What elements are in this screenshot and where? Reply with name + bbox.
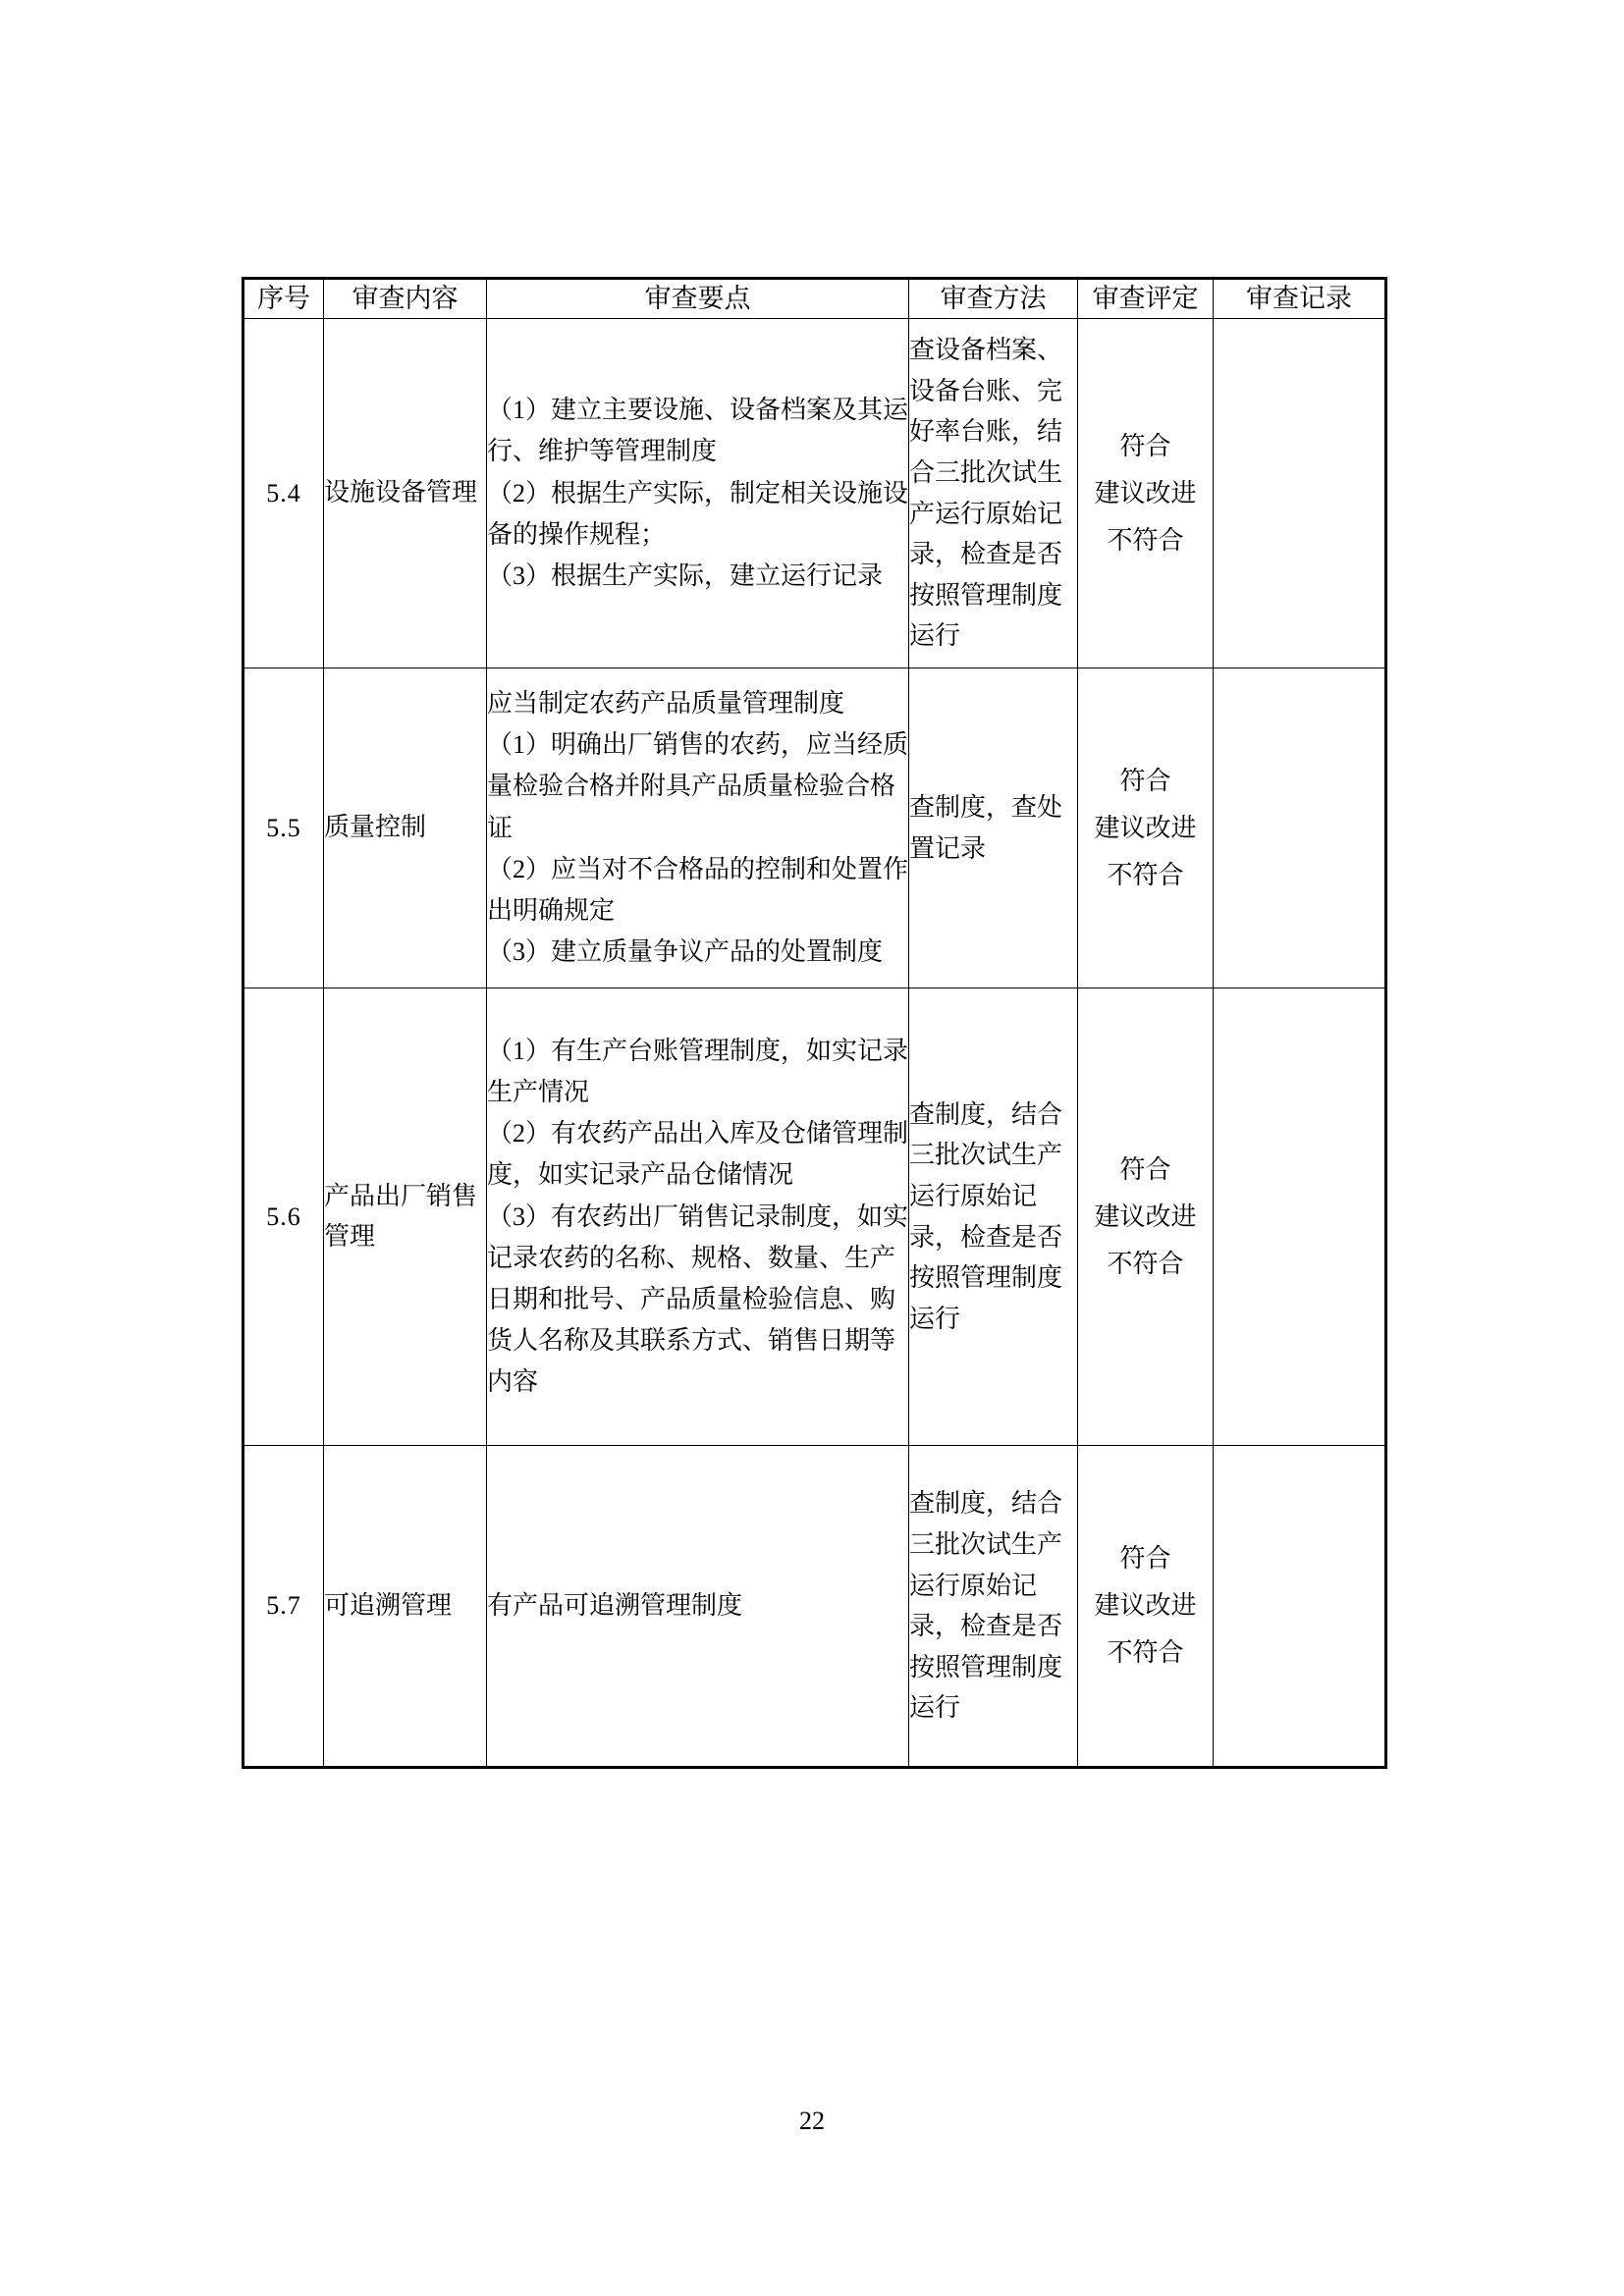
row-audit-content: 设施设备管理	[324, 319, 487, 668]
row-audit-content: 产品出厂销售管理	[324, 988, 487, 1446]
evaluation-option-nonconform[interactable]: 不符合	[1107, 860, 1184, 889]
evaluation-option-nonconform[interactable]: 不符合	[1107, 1638, 1184, 1668]
row-audit-evaluation	[1078, 668, 1214, 988]
evaluation-option-conform[interactable]: 符合	[1119, 1154, 1171, 1184]
table-row	[244, 668, 1386, 988]
column-header-audit-evaluation: 审查评定	[1078, 279, 1214, 319]
evaluation-option-conform[interactable]: 符合	[1119, 431, 1171, 460]
audit-point-line: （3）建立质量争议产品的处置制度	[487, 936, 884, 966]
row-audit-evaluation	[1078, 319, 1214, 668]
evaluation-option-nonconform[interactable]: 不符合	[1107, 1249, 1184, 1278]
table-body	[244, 319, 1386, 1768]
column-header-audit-record: 审查记录	[1214, 279, 1386, 319]
page-number: 22	[799, 2107, 825, 2135]
row-audit-content: 可追溯管理	[324, 1446, 487, 1768]
evaluation-option-conform[interactable]: 符合	[1119, 1544, 1171, 1573]
row-audit-record[interactable]	[1214, 988, 1386, 1446]
row-audit-record[interactable]	[1214, 1446, 1386, 1768]
row-audit-method: 查制度，查处置记录	[909, 668, 1078, 988]
audit-point-line: （1）明确出厂销售的农药，应当经质量检验合格并附具产品质量检验合格证	[487, 730, 909, 842]
row-audit-method: 查制度，结合三批次试生产运行原始记录，检查是否按照管理制度运行	[909, 1446, 1078, 1768]
row-sequence-number: 5.6	[244, 988, 324, 1446]
audit-table-container	[242, 277, 1384, 1769]
audit-point-line: 应当制定农药产品质量管理制度	[487, 689, 845, 719]
row-audit-points: 有产品可追溯管理制度	[487, 1446, 909, 1768]
audit-point-line: （3）有农药出厂销售记录制度，如实记录农药的名称、规格、数量、生产日期和批号、产品质量检验信息、购货人名称及其联系方式、销售日期等内容	[487, 1201, 909, 1397]
audit-point-line: （3）根据生产实际，建立运行记录	[487, 561, 884, 590]
row-audit-evaluation	[1078, 988, 1214, 1446]
row-audit-points	[487, 668, 909, 988]
evaluation-option-conform[interactable]: 符合	[1119, 766, 1171, 795]
row-sequence-number: 5.4	[244, 319, 324, 668]
row-audit-evaluation	[1078, 1446, 1214, 1768]
audit-point-line: （2）有农药产品出入库及仓储管理制度，如实记录产品仓储情况	[487, 1119, 909, 1190]
audit-point-line: （2）根据生产实际，制定相关设施设备的操作规程；	[487, 478, 909, 549]
table-row	[244, 319, 1386, 668]
table-header-row	[244, 279, 1386, 319]
column-header-sequence: 序号	[244, 279, 324, 319]
evaluation-option-nonconform[interactable]: 不符合	[1107, 525, 1184, 555]
column-header-audit-content: 审查内容	[324, 279, 487, 319]
row-sequence-number: 5.5	[244, 668, 324, 988]
audit-point-line: （2）应当对不合格品的控制和处置作出明确规定	[487, 854, 909, 925]
row-sequence-number: 5.7	[244, 1446, 324, 1768]
audit-checklist-table	[242, 277, 1387, 1769]
table-row	[244, 1446, 1386, 1768]
evaluation-option-suggest-improve[interactable]: 建议改进	[1094, 478, 1197, 507]
row-audit-record[interactable]	[1214, 319, 1386, 668]
evaluation-option-suggest-improve[interactable]: 建议改进	[1094, 1591, 1197, 1621]
table-row	[244, 988, 1386, 1446]
row-audit-record[interactable]	[1214, 668, 1386, 988]
audit-point-line: （1）有生产台账管理制度，如实记录生产情况	[487, 1037, 909, 1107]
row-audit-points	[487, 988, 909, 1446]
row-audit-points	[487, 319, 909, 668]
evaluation-option-suggest-improve[interactable]: 建议改进	[1094, 1201, 1197, 1231]
column-header-audit-method: 审查方法	[909, 279, 1078, 319]
row-audit-method: 查设备档案、设备台账、完好率台账，结合三批次试生产运行原始记录，检查是否按照管理制度运行	[909, 319, 1078, 668]
column-header-audit-points: 审查要点	[487, 279, 909, 319]
audit-point-line: （1）建立主要设施、设备档案及其运行、维护等管理制度	[487, 396, 909, 466]
table-header	[244, 279, 1386, 319]
row-audit-content: 质量控制	[324, 668, 487, 988]
row-audit-method: 查制度，结合三批次试生产运行原始记录，检查是否按照管理制度运行	[909, 988, 1078, 1446]
evaluation-option-suggest-improve[interactable]: 建议改进	[1094, 813, 1197, 842]
